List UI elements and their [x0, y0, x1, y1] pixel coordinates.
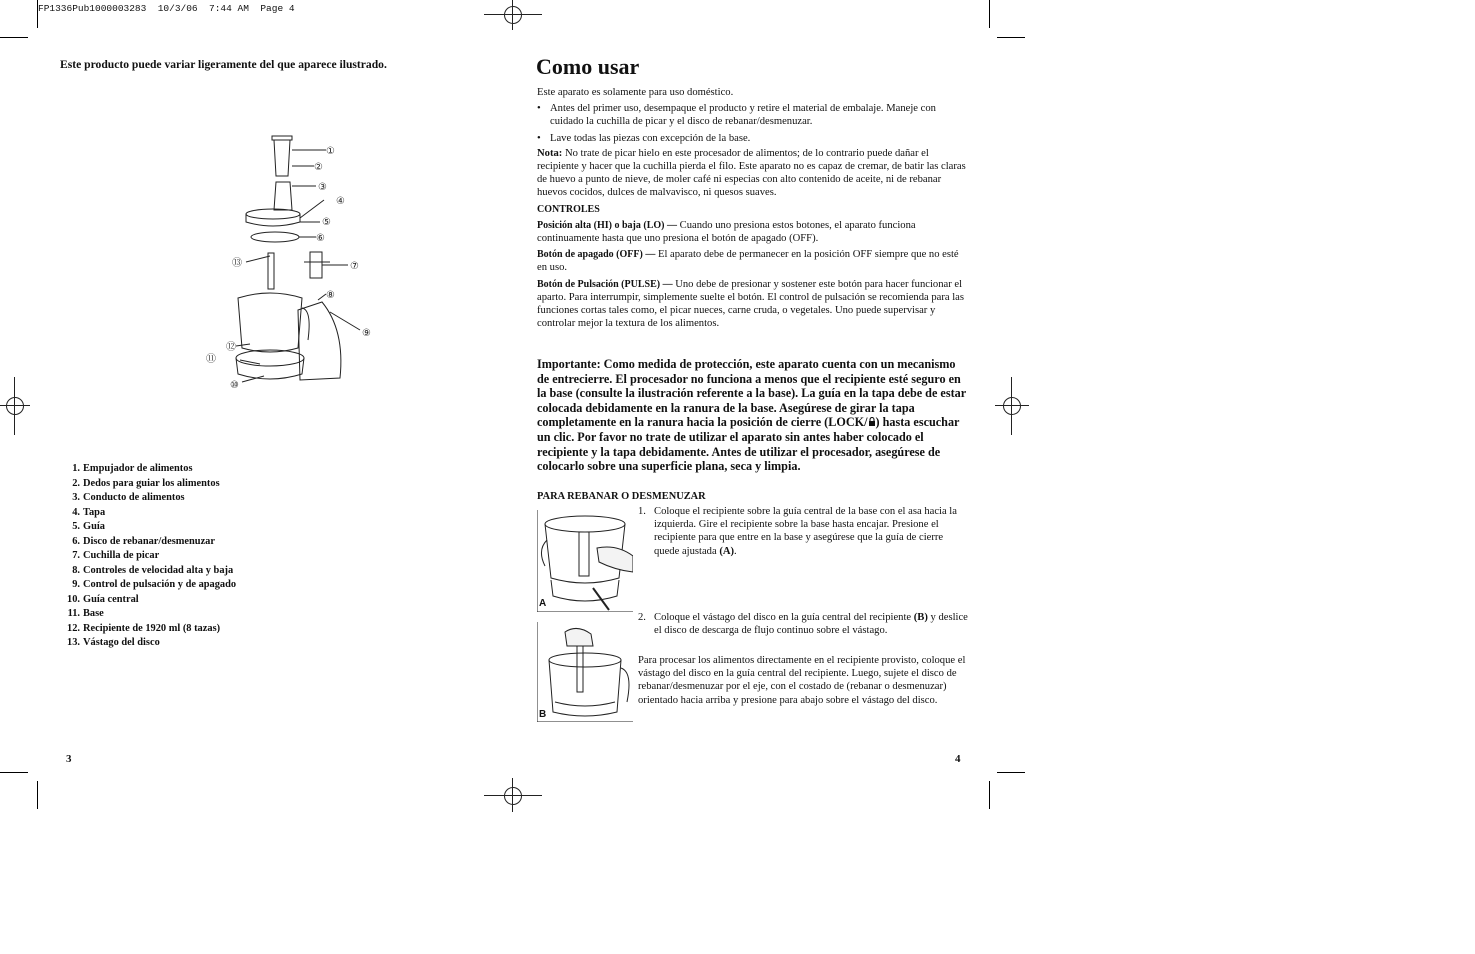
callout-7: ⑦	[350, 261, 359, 272]
page-number-left: 3	[66, 753, 72, 765]
callout-12: ⑫	[226, 342, 236, 353]
callout-1: ①	[326, 146, 335, 157]
print-slug: FP1336Pub1000003283 10/3/06 7:44 AM Page 4	[38, 3, 295, 14]
padlock-icon	[868, 417, 876, 426]
parts-list-item: 12. Recipiente de 1920 ml (8 tazas)	[67, 622, 221, 634]
control-off: Botón de apagado (OFF) — El aparato debe de permanecer en la posición OFF siempre que no esté en uso.	[537, 249, 959, 274]
parts-list-item: 7. Cuchilla de picar	[72, 550, 160, 561]
callout-6: ⑥	[316, 233, 325, 244]
control-hi-lo: Posición alta (HI) o baja (LO) — Cuando uno presiona estos botones, el aparato funciona continuamente hasta que uno presiona el botón de apagado (OFF).	[537, 219, 916, 245]
callout-11: ⑪	[206, 354, 216, 365]
callout-10: ⑩	[230, 380, 239, 390]
figure-b-disc-stem	[537, 622, 633, 722]
figure-a-label: A	[539, 598, 547, 609]
bullet-item: • Lave todas las piezas con excepción de la base.	[537, 132, 751, 144]
direct-processing-paragraph: Para procesar los alimentos directamente en el recipiente provisto, coloque el vástago del disco en la guía central del recipiente. Luego, sujete el disco de rebanar/desmenuzar por el eje, con el costado de (rebanar o desmenuzar) orientado hacia arriba y presione para abajo sobre el vástago del disco.	[638, 655, 966, 706]
left-page-heading: Este producto puede variar ligeramente del que aparece ilustrado.	[60, 58, 387, 71]
parts-list-item: 6. Disco de rebanar/desmenuzar	[72, 535, 215, 547]
page-title: Como usar	[536, 54, 640, 79]
step-2: 2. Coloque el vástago del disco en la guía central del recipiente (B) y deslice el disco de descarga de flujo continuo sobre el vástago.	[638, 612, 968, 637]
intro-section	[537, 86, 967, 330]
callout-9: ⑨	[362, 328, 371, 339]
callout-13: ⑬	[232, 258, 242, 269]
callout-3: ③	[318, 182, 327, 193]
intro-text: Este aparato es solamente para uso doméstico.	[537, 87, 734, 98]
bullet-item: • Antes del primer uso, desempaque el producto y retire el material de embalaje. Maneje con cuidado la cuchilla de picar y el disco de rebanar/desmenuzar.	[537, 103, 936, 128]
callout-5: ⑤	[322, 217, 331, 228]
control-pulse: Botón de Pulsación (PULSE) — Uno debe de presionar y sostener este botón para hacer funcionar el aparto. Para interrumpir, simplemente suelte el botón. El control de pulsación se recomienda para las funciones cortas tales como, el picar nueces, carne cruda, o vegetales. Uno puede supervisar y controlar mejor la textura de los alimentos.	[537, 278, 965, 330]
parts-list-item: 8. Controles de velocidad alta y baja	[72, 564, 234, 576]
step-1: 1. Coloque el recipiente sobre la guía central de la base con el asa hacia la izquierda. Gire el recipiente sobre la base hasta encajar. Presione el recipiente para que entre en la base y asegúrese que la guía de cierre quede ajustada (A).	[638, 506, 957, 557]
page-number-right: 4	[955, 753, 961, 765]
food-processor-exploded-diagram	[200, 130, 380, 390]
parts-list-item: 11. Base	[67, 608, 104, 619]
parts-list-item: 5. Guía	[72, 521, 105, 532]
parts-list-item: 9. Control de pulsación y de apagado	[72, 579, 237, 590]
nota-paragraph: Nota: No trate de picar hielo en este procesador de alimentos; de lo contrario puede dañar el recipiente y hacer que la cuchilla pierda el filo. Este aparato no es capaz de cremar, de batir las claras de huevo a punto de nieve, de moler café ni especias con alto contenido de aceite, ni de rebanar huevos cocidos, dulces de malvavisco, ni quesos suaves.	[537, 147, 966, 199]
callout-2: ②	[314, 162, 323, 173]
callout-8: ⑧	[326, 290, 335, 301]
parts-list-item: 3. Conducto de alimentos	[72, 492, 185, 503]
figure-a-bowl-on-base	[537, 510, 633, 612]
controls-heading: CONTROLES	[537, 203, 600, 215]
parts-list-item: 2. Dedos para guiar los alimentos	[72, 477, 220, 489]
parts-list-item: 1. Empujador de alimentos	[72, 463, 193, 474]
parts-list	[60, 462, 236, 651]
parts-list-item: 13. Vástago del disco	[67, 637, 160, 648]
slicing-heading: PARA REBANAR O DESMENUZAR	[537, 491, 706, 502]
important-notice: Importante: Como medida de protección, este aparato cuenta con un mecanismo de entrecierre. El procesador no funciona a menos que el recipiente esté seguro en la base (consulte la ilustración referente a la base). La guía en la tapa debe de estar colocada debidamente en la ranura de la base. Asegúrese de girar la tapa completamente en la ranura hacia la posición de cierre (LOCK/ ) hasta escuchar un clic. Por favor no trate de utilizar el aparato sin antes haber colocado el recipiente y la tapa debidamente. Antes de utilizar el procesador, asegúrese de colocarlo sobre una superficie plana, seca y limpia.	[537, 357, 966, 474]
parts-list-item: 10. Guía central	[67, 593, 139, 605]
callout-4: ④	[336, 196, 345, 207]
figure-b-label: B	[539, 709, 547, 720]
parts-list-item: 4. Tapa	[72, 506, 106, 518]
